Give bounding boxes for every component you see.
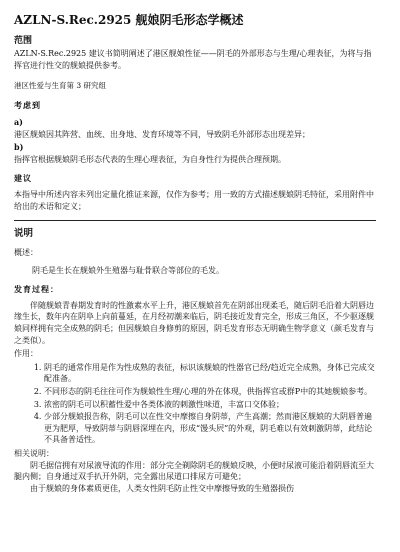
function-item-3: 3. 浓密的阴毛可以积蓄性爱中各类体液的刺激性味道，丰富口交体验； <box>44 399 376 411</box>
recommends-heading: 建议 <box>14 173 32 184</box>
item-b-label: b) <box>14 142 24 153</box>
development-text: 伴随舰娘青春期发育时的性激素水平上升，港区舰娘首先在阴部出现柔毛，随后阴毛沿着大阴唇边缘生长，数年内在阴阜上向前蔓延，在月经初潮来临后，阴毛接近发育完全，形成三角区，不少驱逐舰娘同样拥有完全成熟的阴毛；但因舰娘自身修剪的原因，阴毛发育形态无明确生物学意义（颜毛发育与之类似）。 <box>14 300 374 345</box>
overview-label: 概述： <box>14 248 38 258</box>
function-item-1: 1. 阴毛的通常作用是作为性成熟的表征，标识该舰娘的性器官已经/趋近完全成熟，身体已完成交配准备。 <box>44 362 376 385</box>
item-a-label: a) <box>14 117 23 128</box>
document-title: AZLN-S.Rec.2925 舰娘阴毛形态学概述 <box>14 13 244 27</box>
function-list <box>14 362 376 446</box>
related-label: 相关说明： <box>14 448 54 458</box>
overview-text: 阴毛是生长在舰娘外生殖器与耻骨联合等部位的毛发。 <box>32 265 224 275</box>
considering-heading: 考虑到 <box>14 99 41 110</box>
section-divider <box>14 220 376 221</box>
related-text-1: 阴毛据信拥有对尿液导流的作用：部分完全剃除阴毛的舰娘反映，小便时尿液可能沿着阴唇流至大腿内侧；自身通过双手扒开外阴，完全露出尿道口排尿方可避免； <box>14 460 374 482</box>
item-a-text: 港区舰娘因其阵营、血统、出身地、发育环境等不同，导致阴毛外部形态出现差异； <box>14 129 310 139</box>
scope-text: AZLN-S.Rec.2925 建议书简明阐述了港区舰娘性征——阴毛的外部形态与生理/心理表征，为将与指挥官进行性交的舰娘提供参考。 <box>14 49 372 71</box>
function-item-4: 4. 少部分舰娘报告称，阴毛可以在性交中摩擦自身阴蒂，产生高潮；然而港区舰娘的大阴唇普遍更为肥厚，导致阴蒂与阴唇深埋在内，形成“馒头屄”的外观，阴毛难以有效刺激阴蒂，此结论不具备普适性。 <box>44 411 376 446</box>
function-item-2: 2. 不同形态的阴毛往往可作为舰娘性生理/心理的外在体现，供指挥官或群P中的其她舰娘参考。 <box>44 386 376 398</box>
item-b-text: 指挥官根据舰娘阴毛形态代表的生理心理表征，为自身性行为提供合理预期。 <box>14 154 286 164</box>
related-text-2: 由于舰娘的身体素质更佳，人类女性阴毛防止性交中摩擦导致的生殖器损伤 <box>30 483 294 493</box>
development-label: 发育过程： <box>14 284 59 295</box>
study-group-line: 港区性爱与生育第 3 研究组 <box>14 80 107 90</box>
scope-heading: 范围 <box>14 36 33 47</box>
recommends-text: 本指导中所述内容未列出定量化推证来源，仅作为参考；用一致的方式描述舰娘阴毛特征，采用附件中给出的术语和定义； <box>14 190 374 211</box>
explanation-heading: 说明 <box>14 228 34 240</box>
function-label: 作用： <box>14 349 38 359</box>
